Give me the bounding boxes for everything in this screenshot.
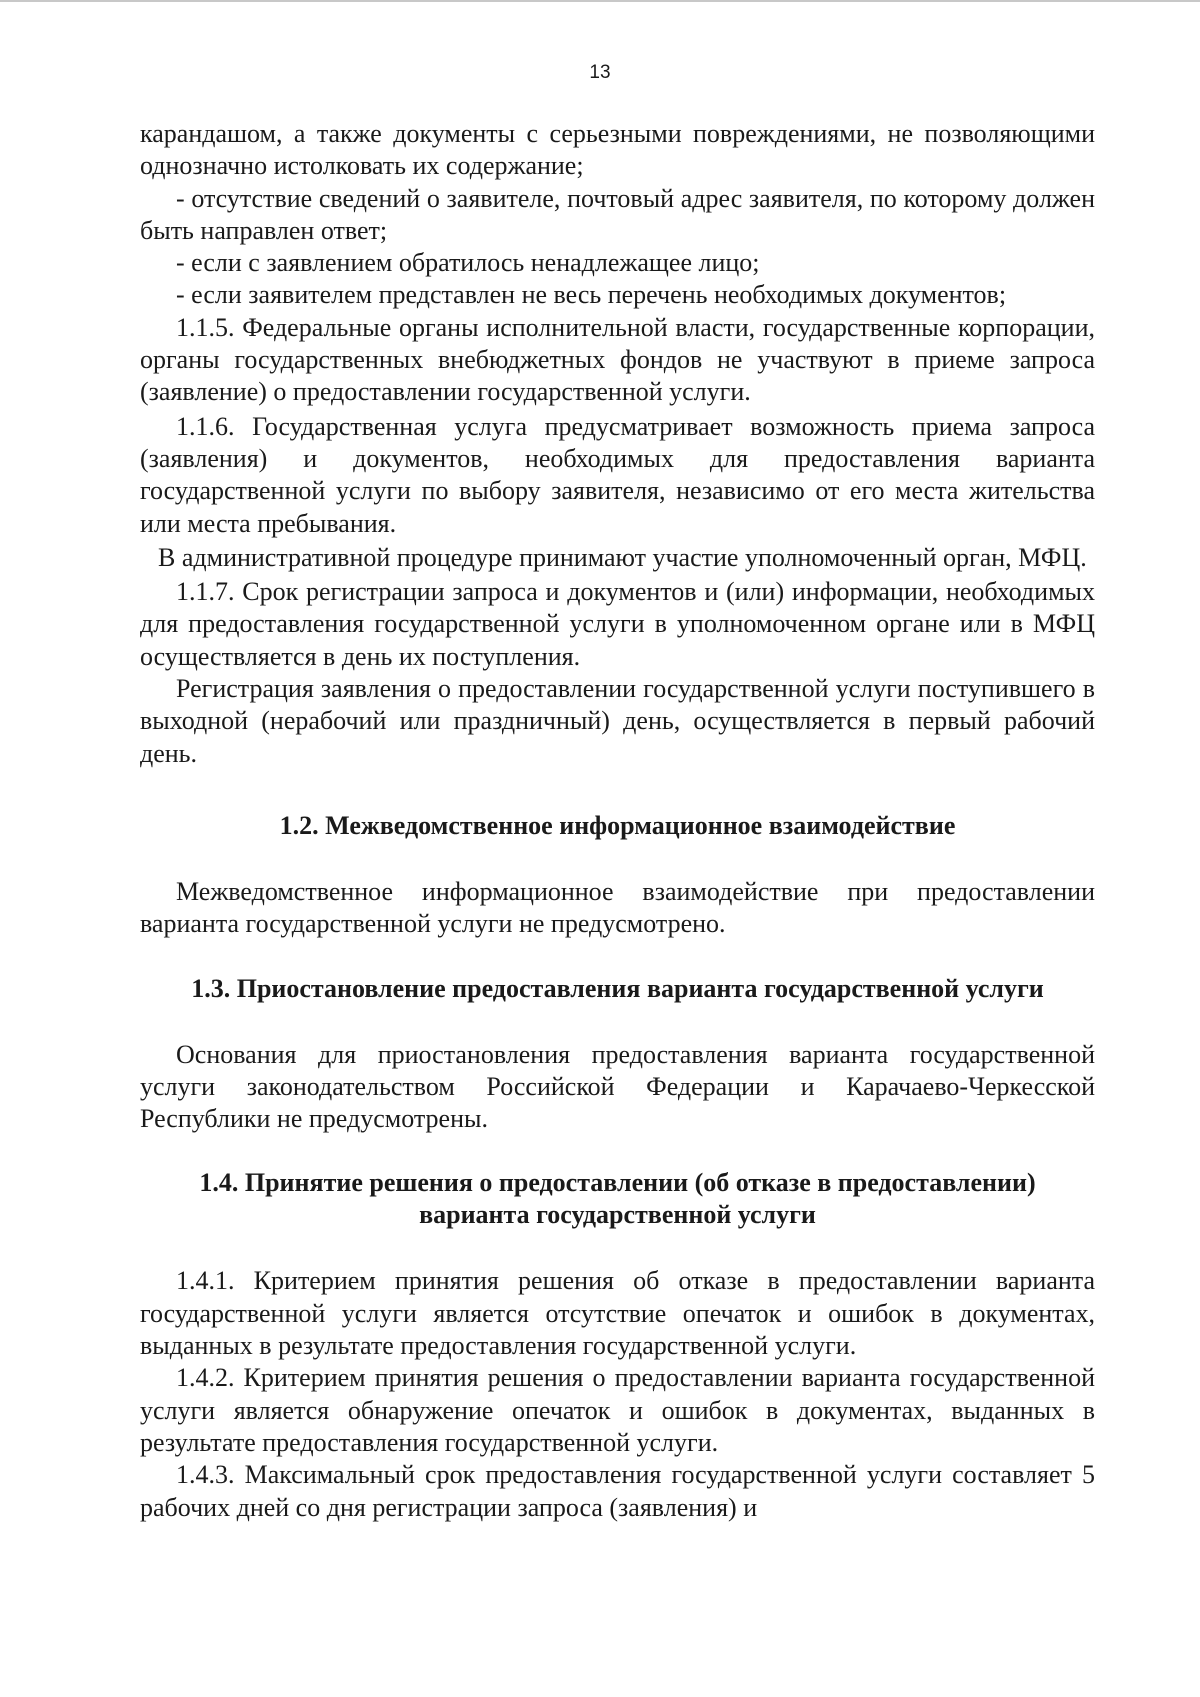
document-body — [140, 118, 1095, 1524]
section-1-2-body: Межведомственное информационное взаимодействие при предоставлении варианта государственной услуги не предусмотрено. — [140, 876, 1095, 939]
paragraph-1-4-1: 1.4.1. Критерием принятия решения об отказе в предоставлении варианта государственной услуги является отсутствие опечаток и ошибок в документах, выданных в результате предоставления государственной услуги. — [140, 1266, 1095, 1361]
section-heading-1-4-line2: варианта государственной услуги — [419, 1200, 816, 1230]
page-number: 13 — [589, 62, 611, 83]
paragraph-1-1-7: 1.1.7. Срок регистрации запроса и документов и (или) информации, необходимых для предоставления государственной услуги в уполномоченном органе или в МФЦ осуществляется в день их поступления. — [140, 577, 1095, 671]
paragraph-1-1-5: 1.1.5. Федеральные органы исполнительной власти, государственные корпорации, органы государственных внебюджетных фондов не участвуют в приеме запроса (заявление) о предоставлении государственной услуги. — [140, 312, 1095, 407]
section-heading-1-4 — [140, 1167, 1095, 1231]
section-heading-1-2: 1.2. Межведомственное информационное взаимодействие — [279, 810, 956, 840]
paragraph-registration: Регистрация заявления о предоставлении государственной услуги поступившего в выходной (нерабочий или праздничный) день, осуществляется в первый рабочий день. — [140, 674, 1095, 768]
paragraph-participants: В административной процедуре принимают участие уполномоченный орган, МФЦ. — [158, 542, 1087, 572]
paragraph-continuation: карандашом, а также документы с серьезными повреждениями, не позволяющими однозначно истолковать их содержание; — [140, 119, 1095, 181]
section-1-3-body: Основания для приостановления предоставления варианта государственной услуги законодательством Российской Федерации и Карачаево-Черкесской Республики не предусмотрены. — [140, 1039, 1095, 1134]
list-item-incomplete-documents: - если заявителем представлен не весь перечень необходимых документов; — [176, 280, 1007, 310]
paragraph-1-4-2: 1.4.2. Критерием принятия решения о предоставлении варианта государственной услуги является обнаружение опечаток и ошибок в документах, выданных в результате предоставления государственной услуги. — [140, 1363, 1095, 1457]
list-item-improper-person: - если с заявлением обратилось ненадлежащее лицо; — [176, 248, 760, 278]
section-heading-1-3: 1.3. Приостановление предоставления варианта государственной услуги — [191, 973, 1044, 1003]
section-heading-1-4-line1: 1.4. Принятие решения о предоставлении (об отказе в предоставлении) — [199, 1168, 1036, 1198]
scan-edge — [0, 0, 1200, 2]
list-item-no-applicant-info: - отсутствие сведений о заявителе, почтовый адрес заявителя, по которому должен быть направлен ответ; — [140, 183, 1095, 245]
paragraph-1-4-3: 1.4.3. Максимальный срок предоставления государственной услуги составляет 5 рабочих дней со дня регистрации запроса (заявления) и — [140, 1460, 1095, 1522]
paragraph-1-1-6: 1.1.6. Государственная услуга предусматривает возможность приема запроса (заявления) и документов, необходимых для предоставления варианта государственной услуги по выбору заявителя, независимо от его места жительства или места пребывания. — [140, 411, 1095, 538]
